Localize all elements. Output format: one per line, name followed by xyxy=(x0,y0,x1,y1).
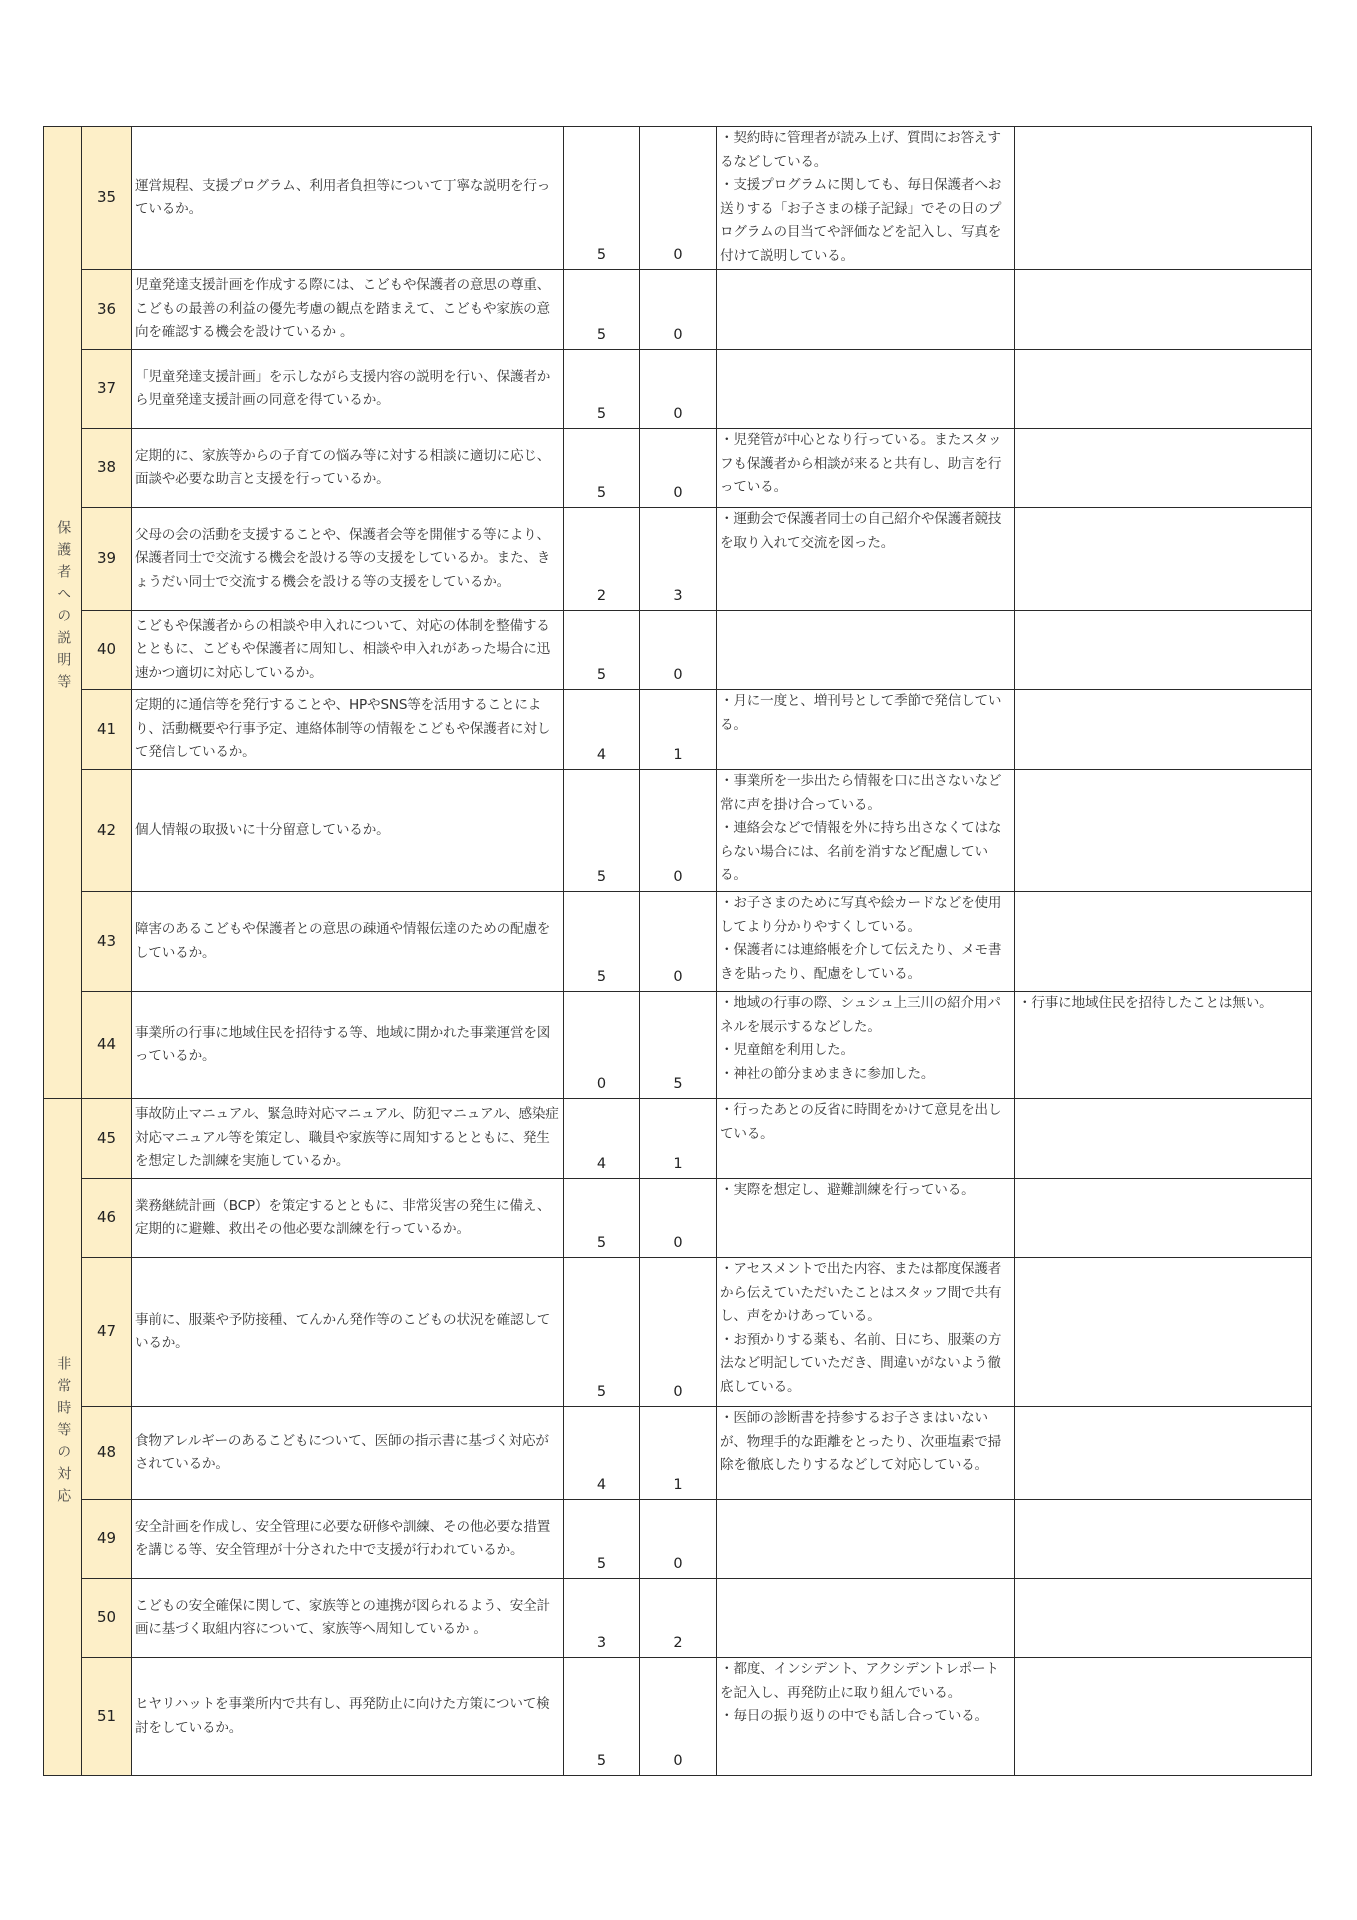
no-count: 5 xyxy=(640,992,717,1099)
item-number: 50 xyxy=(82,1579,132,1658)
improvement-comment xyxy=(1015,1258,1312,1407)
yes-count: 3 xyxy=(564,1579,640,1658)
no-count: 0 xyxy=(640,770,717,892)
facility-comment: ・行ったあとの反省に時間をかけて意見を出している。 xyxy=(717,1099,1015,1179)
improvement-comment xyxy=(1015,770,1312,892)
yes-count: 5 xyxy=(564,127,640,270)
improvement-comment xyxy=(1015,1579,1312,1658)
category-cell xyxy=(44,127,82,1099)
table-row xyxy=(44,350,1312,429)
improvement-comment xyxy=(1015,1179,1312,1258)
question-text: 定期的に通信等を発行することや、HPやSNS等を活用することにより、活動概要や行事予定、連絡体制等の情報をこどもや保護者に対して発信しているか。 xyxy=(132,690,564,770)
evaluation-table xyxy=(43,126,1312,1776)
facility-comment: ・お子さまのために写真や絵カードなどを使用してより分かりやすくしている。 ・保護者には連絡帳を介して伝えたり、メモ書きを貼ったり、配慮をしている。 xyxy=(717,892,1015,992)
facility-comment: ・運動会で保護者同士の自己紹介や保護者競技を取り入れて交流を図った。 xyxy=(717,508,1015,611)
question-text: ヒヤリハットを事業所内で共有し、再発防止に向けた方策について検討をしているか。 xyxy=(132,1658,564,1776)
question-text: 安全計画を作成し、安全管理に必要な研修や訓練、その他必要な措置を講じる等、安全管理が十分された中で支援が行われているか。 xyxy=(132,1500,564,1579)
yes-count: 0 xyxy=(564,992,640,1099)
no-count: 0 xyxy=(640,892,717,992)
no-count: 1 xyxy=(640,690,717,770)
item-number: 42 xyxy=(82,770,132,892)
improvement-comment xyxy=(1015,270,1312,350)
item-number: 48 xyxy=(82,1407,132,1500)
improvement-comment xyxy=(1015,1658,1312,1776)
yes-count: 5 xyxy=(564,1500,640,1579)
improvement-comment xyxy=(1015,350,1312,429)
category-cell xyxy=(44,1099,82,1776)
facility-comment xyxy=(717,1579,1015,1658)
question-text: 業務継続計画（BCP）を策定するとともに、非常災害の発生に備え、定期的に避難、救出その他必要な訓練を行っているか。 xyxy=(132,1179,564,1258)
table-row xyxy=(44,992,1312,1099)
facility-comment xyxy=(717,1500,1015,1579)
facility-comment: ・事業所を一歩出たら情報を口に出さないなど常に声を掛け合っている。 ・連絡会などで情報を外に持ち出さなくてはならない場合には、名前を消すなど配慮している。 xyxy=(717,770,1015,892)
question-text: 個人情報の取扱いに十分留意しているか。 xyxy=(132,770,564,892)
question-text: 事前に、服薬や予防接種、てんかん発作等のこどもの状況を確認しているか。 xyxy=(132,1258,564,1407)
question-text: 児童発達支援計画を作成する際には、こどもや保護者の意思の尊重、こどもの最善の利益の優先考慮の観点を踏まえて、こどもや家族の意向を確認する機会を設けているか 。 xyxy=(132,270,564,350)
no-count: 0 xyxy=(640,1658,717,1776)
yes-count: 4 xyxy=(564,1407,640,1500)
facility-comment: ・契約時に管理者が読み上げ、質問にお答えするなどしている。 ・支援プログラムに関しても、毎日保護者へお送りする「お子さまの様子記録」でその日のプログラムの目当てや評価などを記入し、写真を付けて説明している。 xyxy=(717,127,1015,270)
table-row xyxy=(44,1407,1312,1500)
yes-count: 2 xyxy=(564,508,640,611)
question-text: 食物アレルギーのあるこどもについて、医師の指示書に基づく対応がされているか。 xyxy=(132,1407,564,1500)
facility-comment xyxy=(717,270,1015,350)
no-count: 1 xyxy=(640,1407,717,1500)
facility-comment xyxy=(717,350,1015,429)
facility-comment: ・地域の行事の際、シュシュ上三川の紹介用パネルを展示するなどした。 ・児童館を利用した。 ・神社の節分まめまきに参加した。 xyxy=(717,992,1015,1099)
item-number: 49 xyxy=(82,1500,132,1579)
facility-comment: ・アセスメントで出た内容、または都度保護者から伝えていただいたことはスタッフ間で共有し、声をかけあっている。 ・お預かりする薬も、名前、日にち、服薬の方法など明記していただき、間違いがないよう徹底している。 xyxy=(717,1258,1015,1407)
table-row xyxy=(44,127,1312,270)
question-text: 事故防止マニュアル、緊急時対応マニュアル、防犯マニュアル、感染症対応マニュアル等を策定し、職員や家族等に周知するとともに、発生を想定した訓練を実施しているか。 xyxy=(132,1099,564,1179)
question-text: こどもや保護者からの相談や申入れについて、対応の体制を整備するとともに、こどもや保護者に周知し、相談や申入れがあった場合に迅速かつ適切に対応しているか。 xyxy=(132,611,564,690)
no-count: 0 xyxy=(640,1258,717,1407)
no-count: 0 xyxy=(640,1500,717,1579)
category-label: 保護者への説明等 xyxy=(55,520,72,697)
no-count: 0 xyxy=(640,429,717,508)
item-number: 45 xyxy=(82,1099,132,1179)
improvement-comment xyxy=(1015,611,1312,690)
yes-count: 5 xyxy=(564,429,640,508)
yes-count: 5 xyxy=(564,1658,640,1776)
yes-count: 4 xyxy=(564,690,640,770)
improvement-comment xyxy=(1015,127,1312,270)
table-row xyxy=(44,429,1312,508)
improvement-comment: ・行事に地域住民を招待したことは無い。 xyxy=(1015,992,1312,1099)
item-number: 38 xyxy=(82,429,132,508)
yes-count: 4 xyxy=(564,1099,640,1179)
improvement-comment xyxy=(1015,1500,1312,1579)
item-number: 43 xyxy=(82,892,132,992)
item-number: 41 xyxy=(82,690,132,770)
question-text: こどもの安全確保に関して、家族等との連携が図られるよう、安全計画に基づく取組内容について、家族等へ周知しているか 。 xyxy=(132,1579,564,1658)
no-count: 1 xyxy=(640,1099,717,1179)
yes-count: 5 xyxy=(564,1179,640,1258)
table-row xyxy=(44,611,1312,690)
table-row xyxy=(44,508,1312,611)
facility-comment: ・都度、インシデント、アクシデントレポートを記入し、再発防止に取り組んでいる。 ・毎日の振り返りの中でも話し合っている。 xyxy=(717,1658,1015,1776)
question-text: 「児童発達支援計画」を示しながら支援内容の説明を行い、保護者から児童発達支援計画の同意を得ているか。 xyxy=(132,350,564,429)
facility-comment: ・医師の診断書を持参するお子さまはいないが、物理手的な距離をとったり、次亜塩素で掃除を徹底したりするなどして対応している。 xyxy=(717,1407,1015,1500)
question-text: 障害のあるこどもや保護者との意思の疎通や情報伝達のための配慮をしているか。 xyxy=(132,892,564,992)
no-count: 3 xyxy=(640,508,717,611)
improvement-comment xyxy=(1015,1407,1312,1500)
no-count: 0 xyxy=(640,350,717,429)
table-row xyxy=(44,1099,1312,1179)
no-count: 0 xyxy=(640,270,717,350)
facility-comment xyxy=(717,611,1015,690)
table-row xyxy=(44,270,1312,350)
improvement-comment xyxy=(1015,429,1312,508)
improvement-comment xyxy=(1015,690,1312,770)
item-number: 51 xyxy=(82,1658,132,1776)
question-text: 事業所の行事に地域住民を招待する等、地域に開かれた事業運営を図っているか。 xyxy=(132,992,564,1099)
table-row xyxy=(44,1179,1312,1258)
question-text: 父母の会の活動を支援することや、保護者会等を開催する等により、保護者同士で交流する機会を設ける等の支援をしているか。また、きょうだい同士で交流する機会を設ける等の支援をしているか。 xyxy=(132,508,564,611)
improvement-comment xyxy=(1015,1099,1312,1179)
table-row xyxy=(44,1658,1312,1776)
item-number: 46 xyxy=(82,1179,132,1258)
question-text: 運営規程、支援プログラム、利用者負担等について丁寧な説明を行っているか。 xyxy=(132,127,564,270)
yes-count: 5 xyxy=(564,1258,640,1407)
yes-count: 5 xyxy=(564,892,640,992)
table-row xyxy=(44,1500,1312,1579)
no-count: 0 xyxy=(640,611,717,690)
yes-count: 5 xyxy=(564,270,640,350)
item-number: 44 xyxy=(82,992,132,1099)
item-number: 40 xyxy=(82,611,132,690)
yes-count: 5 xyxy=(564,611,640,690)
item-number: 39 xyxy=(82,508,132,611)
table-row xyxy=(44,770,1312,892)
item-number: 36 xyxy=(82,270,132,350)
no-count: 0 xyxy=(640,127,717,270)
table-row xyxy=(44,892,1312,992)
facility-comment: ・児発管が中心となり行っている。またスタッフも保護者から相談が来ると共有し、助言を行っている。 xyxy=(717,429,1015,508)
improvement-comment xyxy=(1015,508,1312,611)
yes-count: 5 xyxy=(564,770,640,892)
facility-comment: ・実際を想定し、避難訓練を行っている。 xyxy=(717,1179,1015,1258)
item-number: 35 xyxy=(82,127,132,270)
item-number: 47 xyxy=(82,1258,132,1407)
table-row xyxy=(44,1258,1312,1407)
table-row xyxy=(44,690,1312,770)
improvement-comment xyxy=(1015,892,1312,992)
yes-count: 5 xyxy=(564,350,640,429)
no-count: 2 xyxy=(640,1579,717,1658)
no-count: 0 xyxy=(640,1179,717,1258)
table-row xyxy=(44,1579,1312,1658)
item-number: 37 xyxy=(82,350,132,429)
question-text: 定期的に、家族等からの子育ての悩み等に対する相談に適切に応じ、面談や必要な助言と支援を行っているか。 xyxy=(132,429,564,508)
category-label: 非常時等の対応 xyxy=(55,1355,72,1510)
facility-comment: ・月に一度と、増刊号として季節で発信している。 xyxy=(717,690,1015,770)
